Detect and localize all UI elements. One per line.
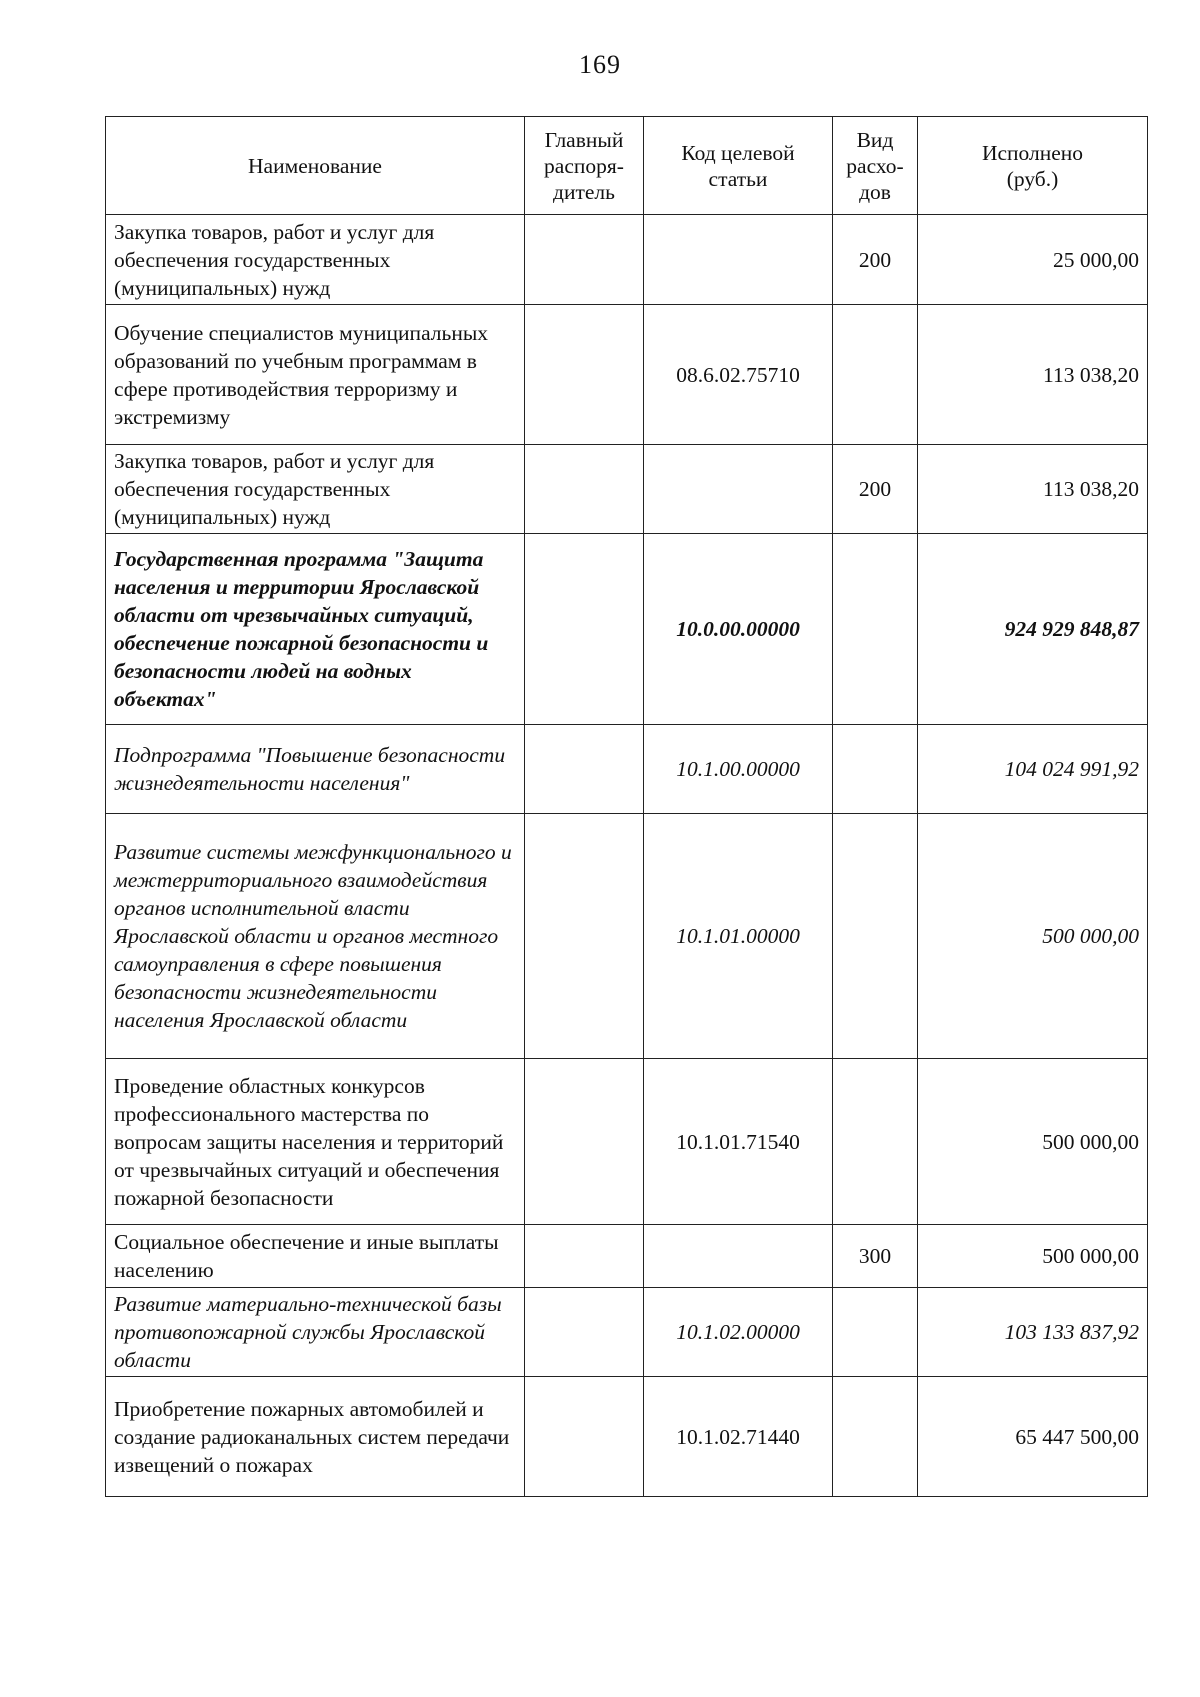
row-executed-sum: 500 000,00	[918, 1225, 1148, 1288]
header-executed	[918, 117, 1148, 215]
row-chief-administrator	[525, 305, 644, 445]
table-row	[106, 305, 1148, 445]
row-target-code: 10.0.00.00000	[644, 534, 833, 725]
table-row	[106, 1059, 1148, 1225]
table-row	[106, 814, 1148, 1059]
row-expense-type	[833, 1059, 918, 1225]
row-chief-administrator	[525, 1377, 644, 1497]
row-executed-sum: 113 038,20	[918, 305, 1148, 445]
row-name: Подпрограмма "Повышение безопасности жизнедеятельности населения"	[106, 725, 525, 814]
row-expense-type	[833, 814, 918, 1059]
row-executed-sum: 25 000,00	[918, 215, 1148, 305]
table-row	[106, 1377, 1148, 1497]
row-chief-administrator	[525, 534, 644, 725]
row-name: Развитие системы межфункционального и межтерриториального взаимодействия органов исполнительной власти Ярославской области и органов местного самоуправления в сфере повышения безопасности жизнедеятельности населения Ярославской области	[106, 814, 525, 1059]
row-chief-administrator	[525, 725, 644, 814]
row-expense-type: 200	[833, 215, 918, 305]
header-sum-line: Исполнено	[981, 140, 1084, 165]
header-vid-line: Вид	[856, 127, 894, 152]
row-name: Приобретение пожарных автомобилей и создание радиоканальных систем передачи извещений о пожарах	[106, 1377, 525, 1497]
header-name-label: Наименование	[248, 153, 382, 178]
row-target-code	[644, 1225, 833, 1288]
header-code-line: статьи	[708, 166, 768, 191]
header-name	[106, 117, 525, 215]
table-row	[106, 725, 1148, 814]
row-name: Социальное обеспечение и иные выплаты населению	[106, 1225, 525, 1288]
row-expense-type	[833, 1288, 918, 1377]
header-gr-line: распоря-	[544, 153, 624, 178]
table-row	[106, 1288, 1148, 1377]
header-vid-line: расхо-	[846, 153, 904, 178]
row-chief-administrator	[525, 1288, 644, 1377]
row-expense-type	[833, 1377, 918, 1497]
row-target-code	[644, 215, 833, 305]
row-expense-type	[833, 534, 918, 725]
table-header-row	[106, 117, 1148, 215]
row-executed-sum: 103 133 837,92	[918, 1288, 1148, 1377]
row-name: Проведение областных конкурсов профессионального мастерства по вопросам защиты населения и территорий от чрезвычайных ситуаций и обеспечения пожарной безопасности	[106, 1059, 525, 1225]
header-expense-type	[833, 117, 918, 215]
row-executed-sum: 104 024 991,92	[918, 725, 1148, 814]
row-executed-sum: 113 038,20	[918, 445, 1148, 534]
row-name: Закупка товаров, работ и услуг для обеспечения государственных (муниципальных) нужд	[106, 215, 525, 305]
row-chief-administrator	[525, 215, 644, 305]
row-name: Закупка товаров, работ и услуг для обеспечения государственных (муниципальных) нужд	[106, 445, 525, 534]
header-vid-line: дов	[859, 179, 891, 204]
table-row	[106, 1225, 1148, 1288]
row-target-code: 10.1.01.71540	[644, 1059, 833, 1225]
row-name: Государственная программа "Защита населения и территории Ярославской области от чрезвычайных ситуаций, обеспечение пожарной безопасности и безопасности людей на водных объектах"	[106, 534, 525, 725]
row-target-code: 10.1.00.00000	[644, 725, 833, 814]
row-name: Развитие материально-технической базы противопожарной службы Ярославской области	[106, 1288, 525, 1377]
row-expense-type	[833, 725, 918, 814]
row-chief-administrator	[525, 445, 644, 534]
header-sum-line: (руб.)	[1006, 166, 1059, 191]
row-expense-type: 200	[833, 445, 918, 534]
row-chief-administrator	[525, 1059, 644, 1225]
header-code-line: Код целевой	[681, 140, 795, 165]
row-expense-type: 300	[833, 1225, 918, 1288]
table-row	[106, 534, 1148, 725]
row-target-code	[644, 445, 833, 534]
row-chief-administrator	[525, 1225, 644, 1288]
header-chief-administrator	[525, 117, 644, 215]
table-row	[106, 445, 1148, 534]
table-row	[106, 215, 1148, 305]
header-gr-line: Главный	[544, 127, 624, 152]
row-name: Обучение специалистов муниципальных образований по учебным программам в сфере противодействия терроризму и экстремизму	[106, 305, 525, 445]
expenditure-table	[105, 116, 1148, 1497]
header-gr-line: дитель	[553, 179, 615, 204]
row-executed-sum: 65 447 500,00	[918, 1377, 1148, 1497]
row-expense-type	[833, 305, 918, 445]
header-target-code	[644, 117, 833, 215]
row-target-code: 08.6.02.75710	[644, 305, 833, 445]
row-chief-administrator	[525, 814, 644, 1059]
row-target-code: 10.1.01.00000	[644, 814, 833, 1059]
row-executed-sum: 500 000,00	[918, 1059, 1148, 1225]
page-number: 169	[579, 50, 621, 79]
row-target-code: 10.1.02.71440	[644, 1377, 833, 1497]
row-target-code: 10.1.02.00000	[644, 1288, 833, 1377]
row-executed-sum: 500 000,00	[918, 814, 1148, 1059]
row-executed-sum: 924 929 848,87	[918, 534, 1148, 725]
